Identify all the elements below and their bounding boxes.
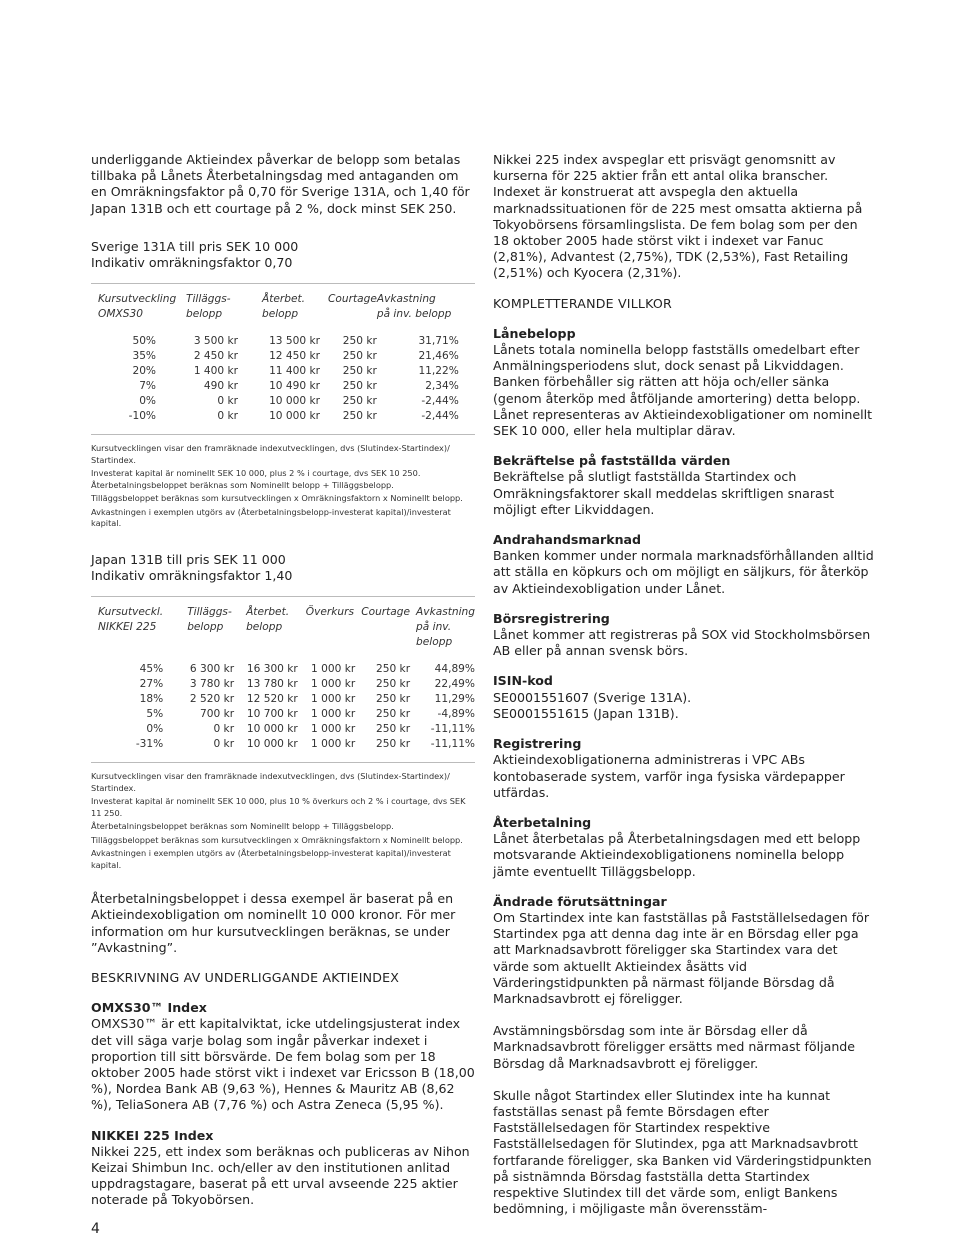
- table-row: -31% 0 kr 10 000 kr 1 000 kr 250 kr -11,11%: [135, 738, 475, 751]
- omx-paragraph: OMXS30™ är ett kapitalviktat, icke utdelingsjusterat index det vill säga varje bolag som ingår påverkar indexet i proportion till sitt börsvärde. De fem bolag som per 18 oktober 2005 hade störst vikt i indexet var Ericsson B (18,00 %), Nordea Bank AB (9,63 %), Hennes & Mauritz AB (8,62 %), TeliaSonera AB (7,76 %) och Astra Zeneca (5,95 %).: [91, 1016, 475, 1113]
- terms-section: [493, 326, 875, 439]
- basis-paragraph: Återbetalningsbeloppet i dessa exempel är baserat på en Aktieindexobligation om nominellt 10 000 kronor. För mer information om hur kursutvecklingen beräknas, se under ”Avkastning”.: [91, 891, 456, 955]
- col-header: Återbet. belopp: [246, 606, 290, 634]
- term-heading: Ändrade förutsättningar: [493, 893, 667, 909]
- table-row: 5% 700 kr 10 700 kr 1 000 kr 250 kr -4,89%: [146, 708, 475, 721]
- note: Investerat kapital är nominellt SEK 10 000, plus 10 % överkurs och 2 % i courtage, dvs SEK 11 250.: [91, 796, 466, 818]
- nikkei-paragraph: Nikkei 225, ett index som beräknas och publiceras av Nihon Keizai Shimbun Inc. och/eller av den institutionen anlitad uppdragstagare, baserat på ett urval avseende 225 aktier noterade på Tokyobörsen.: [91, 1143, 470, 1208]
- term-heading: Registrering: [493, 736, 582, 752]
- term-heading: Återbetalning: [493, 814, 592, 830]
- col-header: Överkurs: [305, 606, 355, 619]
- term-text: Lånets totala nominella belopp fastställs omedelbart efter Anmälningsperiodens slut, dock senast på Likviddagen. Banken förbehåller sig rätten att höja och/eller sänka (genom återköp med åtföljande amortering) detta belopp. Lånet representeras av Aktieindexobligationer om nominellt SEK 10 000, eller hela multiplar därav.: [493, 342, 873, 439]
- terms-section: [493, 815, 875, 880]
- sweden-table: [98, 292, 459, 424]
- japan-subtitle: Indikativ omräkningsfaktor 1,40: [91, 567, 293, 583]
- sweden-title: Sverige 131A till pris SEK 10 000: [91, 238, 299, 254]
- term-heading: Bekräftelse på fastställda värden: [493, 453, 731, 469]
- terms-section: [493, 611, 875, 660]
- col-header: Återbet. belopp: [262, 293, 306, 321]
- paragraph: Avstämningsbörsdag som inte är Börsdag eller då Marknadsavbrott föreligger ersätts med närmast följande Börsdag då Marknadsavbrott ej föreligger.: [493, 1023, 856, 1071]
- term-text: Om Startindex inte kan fastställas på Fastställelsedagen för Startindex pga att denna dag inte är en Börsdag eller pga att Marknadsavbrott föreligger ska Startindex vara det värde som aktuellt Aktieindex åsätts vid Värderingstidpunkten på närmast följande Börsdag då Marknadsavbrott ej föreligger.: [493, 909, 870, 1006]
- term-heading: Lånebelopp: [493, 325, 576, 341]
- sweden-subtitle: Indikativ omräkningsfaktor 0,70: [91, 255, 293, 271]
- table-row: 0% 0 kr 10 000 kr 1 000 kr 250 kr -11,11%: [146, 723, 475, 736]
- table-row: 7% 490 kr 10 490 kr 250 kr 2,34%: [139, 380, 459, 393]
- table-row: 27% 3 780 kr 13 780 kr 1 000 kr 250 kr 22,49%: [139, 678, 475, 691]
- intro-paragraph: underliggande Aktieindex påverkar de belopp som betalas tillbaka på Lånets Återbetalningsdag med antaganden om en Omräkningsfaktor på 0,70 för Sverige 131A, och 1,40 för Japan 131B och ett courtage på 2 %, dock minst SEK 250.: [91, 152, 470, 216]
- sweden-table-block: [91, 283, 475, 435]
- terms-section: [493, 673, 875, 722]
- table-row: 50% 3 500 kr 13 500 kr 250 kr 31,71%: [132, 335, 459, 348]
- term-heading: ISIN-kod: [493, 673, 553, 689]
- term-text: Banken kommer under normala marknadsförhållanden alltid att ställa en köpkurs och om möjligt en säljkurs, för återköp av Aktieindexobligation under Lånet.: [493, 548, 874, 596]
- term-text: Lånet återbetalas på Återbetalningsdagen med ett belopp motsvarande Aktieindexobligationens nominella belopp jämte eventuellt Tilläggsbelopp.: [493, 831, 861, 879]
- term-text: Bekräftelse på slutligt fastställda Startindex och Omräkningsfaktorer skall meddelas skriftligen snarast möjligt efter Likviddagen.: [493, 469, 835, 517]
- note: Tilläggsbeloppet beräknas som kursutvecklingen x Omräkningsfaktorn x Nominellt belopp.: [91, 834, 463, 845]
- table-row: 35% 2 450 kr 12 450 kr 250 kr 21,46%: [132, 350, 459, 363]
- note: Återbetalningsbeloppet beräknas som Nominellt belopp + Tilläggsbelopp.: [91, 821, 394, 832]
- paragraph: Skulle något Startindex eller Slutindex inte ha kunnat fastställas senast på femte Börsdagen efter Fastställelsedagen för Startindex respektive Fastställelsedagen för Slutindex, pga att Marknadsavbrott fortfarande föreligger, ska Banken vid Värderingstidpunkten på sistnämnda Börsdag fastställa detta Startindex respektive Slutindex till det värde som, enligt Bankens bedömning, i möjligaste mån överensstäm-: [493, 1087, 872, 1217]
- table-row: 45% 6 300 kr 16 300 kr 1 000 kr 250 kr 44,89%: [139, 663, 475, 676]
- terms-section: [493, 736, 875, 801]
- col-header: Courtage: [328, 293, 377, 306]
- term-heading: Börsregistrering: [493, 610, 610, 626]
- note: Kursutvecklingen visar den framräknade indexutvecklingen, dvs (Slutindex-Startindex)/ Startindex.: [91, 443, 450, 465]
- term-text: Aktieindexobligationerna administreras i VPC ABs kontobaserade system, varför inga fysiska värdepapper utfärdas.: [493, 752, 845, 800]
- table-header-row: [98, 292, 459, 322]
- japan-table-block: [91, 596, 475, 763]
- terms-section: [493, 532, 875, 597]
- table-row: 0% 0 kr 10 000 kr 250 kr -2,44%: [139, 395, 459, 408]
- terms-section: [493, 453, 875, 518]
- omx-heading: OMXS30™ Index: [91, 1000, 207, 1016]
- left-column: [91, 152, 475, 1209]
- right-column: [493, 152, 875, 1217]
- col-header: Kursutveckling OMXS30: [98, 293, 177, 321]
- japan-table: [98, 605, 475, 752]
- col-header: Tilläggs- belopp: [186, 293, 231, 321]
- nikkei-heading: NIKKEI 225 Index: [91, 1127, 214, 1143]
- note: Avkastningen i exemplen utgörs av (Återbetalningsbelopp-investerat kapital)/investerat kapital.: [91, 506, 451, 529]
- table-row: 20% 1 400 kr 11 400 kr 250 kr 11,22%: [132, 365, 459, 378]
- note: Kursutvecklingen visar den framräknade indexutvecklingen, dvs (Slutindex-Startindex)/ Startindex.: [91, 771, 450, 793]
- col-header: Courtage: [361, 606, 411, 619]
- col-header: Kursutveckl. NIKKEI 225: [98, 606, 164, 634]
- table-header-row: [98, 605, 475, 650]
- japan-title: Japan 131B till pris SEK 11 000: [91, 551, 286, 567]
- col-header: Tilläggs- belopp: [187, 606, 232, 634]
- table-row: 18% 2 520 kr 12 520 kr 1 000 kr 250 kr 11,29%: [139, 693, 475, 706]
- note: Investerat kapital är nominellt SEK 10 000, plus 2 % i courtage, dvs SEK 10 250. Återbetalningsbeloppet beräknas som Nominellt belopp + Tilläggsbelopp.: [91, 468, 421, 490]
- page-number: 4: [91, 1221, 100, 1237]
- section-heading: BESKRIVNING AV UNDERLIGGANDE AKTIEINDEX: [91, 969, 400, 985]
- term-text: Lånet kommer att registreras på SOX vid Stockholmsbörsen AB eller på annan svensk börs.: [493, 627, 871, 659]
- terms-section: [493, 894, 875, 1007]
- term-heading: Andrahandsmarknad: [493, 532, 642, 548]
- japan-notes: [91, 771, 475, 871]
- nikkei-continued-paragraph: Nikkei 225 index avspeglar ett prisvägt genomsnitt av kurserna för 225 aktier från ett antal olika branscher. Indexet är konstruerat att avspegla den aktuella marknadssituationen för de 225 mest omsatta aktierna på Tokyobörsens församlingslista. De fem bolag som per den 18 oktober 2005 hade störst vikt i indexet var Fanuc (2,81%), Advantest (2,75%), TDK (2,53%), Fast Retailing (2,51%) och Kyocera (2,31%).: [493, 152, 863, 281]
- term-text: SE0001551607 (Sverige 131A). SE0001551615 (Japan 131B).: [493, 689, 692, 721]
- note: Avkastningen i exemplen utgörs av (Återbetalningsbelopp-investerat kapital)/investerat kapital.: [91, 848, 451, 870]
- col-header: Avkastning på inv. belopp: [376, 293, 452, 321]
- note: Tilläggsbeloppet beräknas som kursutvecklingen x Omräkningsfaktorn x Nominellt belopp.: [91, 493, 463, 504]
- sweden-notes: [91, 443, 475, 530]
- table-row: -10% 0 kr 10 000 kr 250 kr -2,44%: [128, 410, 459, 423]
- section-heading: KOMPLETTERANDE VILLKOR: [493, 295, 672, 311]
- col-header: Avkastning på inv. belopp: [416, 606, 475, 649]
